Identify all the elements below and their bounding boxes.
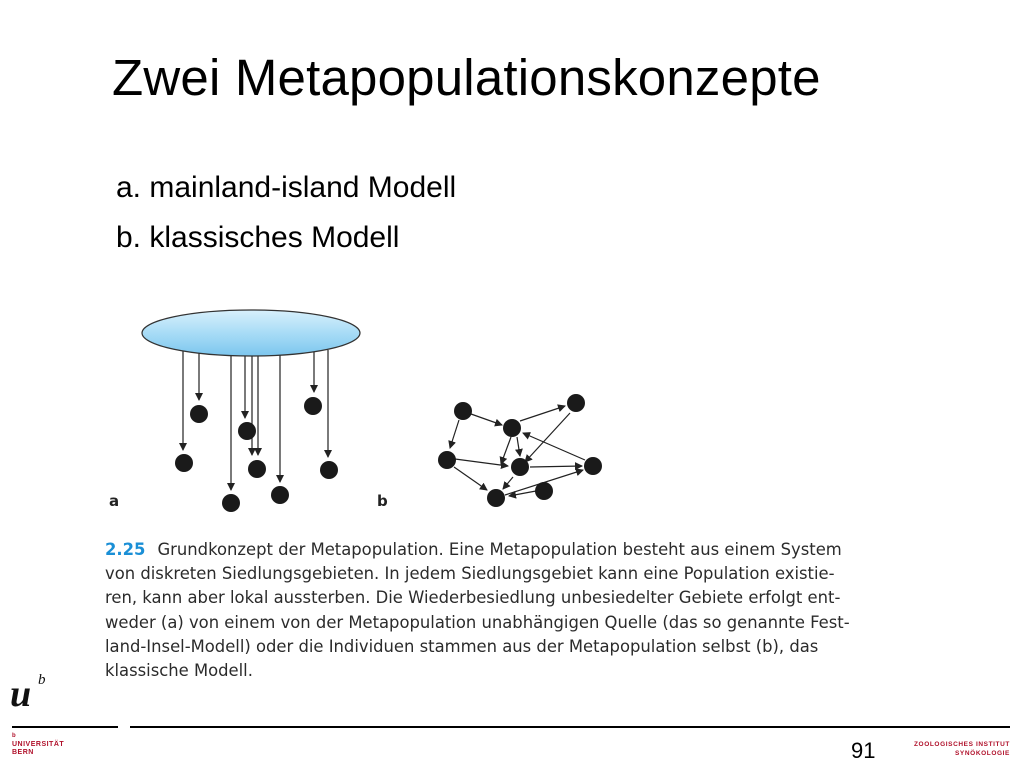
- habitat-patch: [438, 451, 456, 469]
- dispersal-arrow: [455, 459, 508, 466]
- dispersal-arrow: [471, 414, 502, 425]
- university-logo: [8, 670, 68, 720]
- island-patch: [248, 460, 266, 478]
- dispersal-arrow: [523, 433, 585, 460]
- caption-number: 2.25: [105, 540, 146, 559]
- island-patch: [222, 494, 240, 512]
- dispersal-arrow: [450, 420, 459, 448]
- caption-line-2: von diskreten Siedlungsgebieten. In jedem Siedlungsgebiet kann eine Population existie-: [105, 564, 835, 584]
- footer-rule-main: [130, 726, 1010, 728]
- panel-b-label: b: [377, 492, 388, 510]
- habitat-patch: [535, 482, 553, 500]
- caption-line-6: klassische Modell.: [105, 661, 253, 681]
- dispersal-arrow: [501, 437, 511, 464]
- caption-line-4: weder (a) von einem von der Metapopulation unabhängigen Quelle (das so genannte Fest-: [105, 612, 850, 632]
- university-line-2: BERN: [12, 749, 34, 756]
- university-name: [12, 741, 64, 757]
- habitat-patch: [487, 489, 505, 507]
- dispersal-arrow: [525, 413, 570, 462]
- footer-rule-left: [12, 726, 118, 728]
- panel-b-classic: [377, 394, 602, 510]
- dispersal-arrow: [454, 467, 487, 490]
- panel-a-mainland-island: [109, 310, 360, 512]
- habitat-patch: [584, 457, 602, 475]
- university-mark: b: [12, 733, 16, 739]
- habitat-patch: [511, 458, 529, 476]
- subtitle-classic-model: b. klassisches Modell: [116, 221, 400, 254]
- subtitle-mainland-island: a. mainland-island Modell: [116, 171, 457, 204]
- institute-line-2: SYNÖKOLOGIE: [955, 750, 1010, 757]
- university-line-1: UNIVERSITÄT: [12, 741, 65, 748]
- metapopulation-figure: [100, 300, 620, 525]
- mainland-ellipse: [142, 310, 360, 356]
- habitat-patch: [454, 402, 472, 420]
- dispersal-arrow: [509, 491, 536, 496]
- institute-name: [914, 740, 1010, 758]
- page-number: 91: [851, 738, 876, 763]
- dispersal-arrow: [517, 437, 520, 456]
- habitat-patch: [567, 394, 585, 412]
- caption-line-3: ren, kann aber lokal aussterben. Die Wiederbesiedlung unbesiedelter Gebiete erfolgt ent-: [105, 588, 841, 608]
- slide-title: Zwei Metapopulationskonzepte: [112, 49, 821, 106]
- caption-line-5: land-Insel-Modell) oder die Individuen stammen aus der Metapopulation selbst (b), das: [105, 636, 819, 656]
- habitat-patch: [503, 419, 521, 437]
- dispersal-arrow: [530, 466, 582, 467]
- institute-line-1: ZOOLOGISCHES INSTITUT: [913, 741, 1010, 748]
- caption-line-1: [105, 538, 975, 562]
- logo-b: b: [38, 672, 46, 688]
- island-patch: [175, 454, 193, 472]
- caption-text-1: Grundkonzept der Metapopulation. Eine Metapopulation besteht aus einem System: [157, 540, 842, 559]
- island-patch: [238, 422, 256, 440]
- dispersal-arrow: [503, 477, 513, 489]
- panel-a-label: a: [109, 492, 120, 510]
- dispersal-arrow: [520, 406, 565, 421]
- island-patch: [320, 461, 338, 479]
- island-patch: [304, 397, 322, 415]
- logo-u: u: [10, 673, 32, 715]
- island-patch: [271, 486, 289, 504]
- island-patch: [190, 405, 208, 423]
- figure-caption: [105, 538, 975, 683]
